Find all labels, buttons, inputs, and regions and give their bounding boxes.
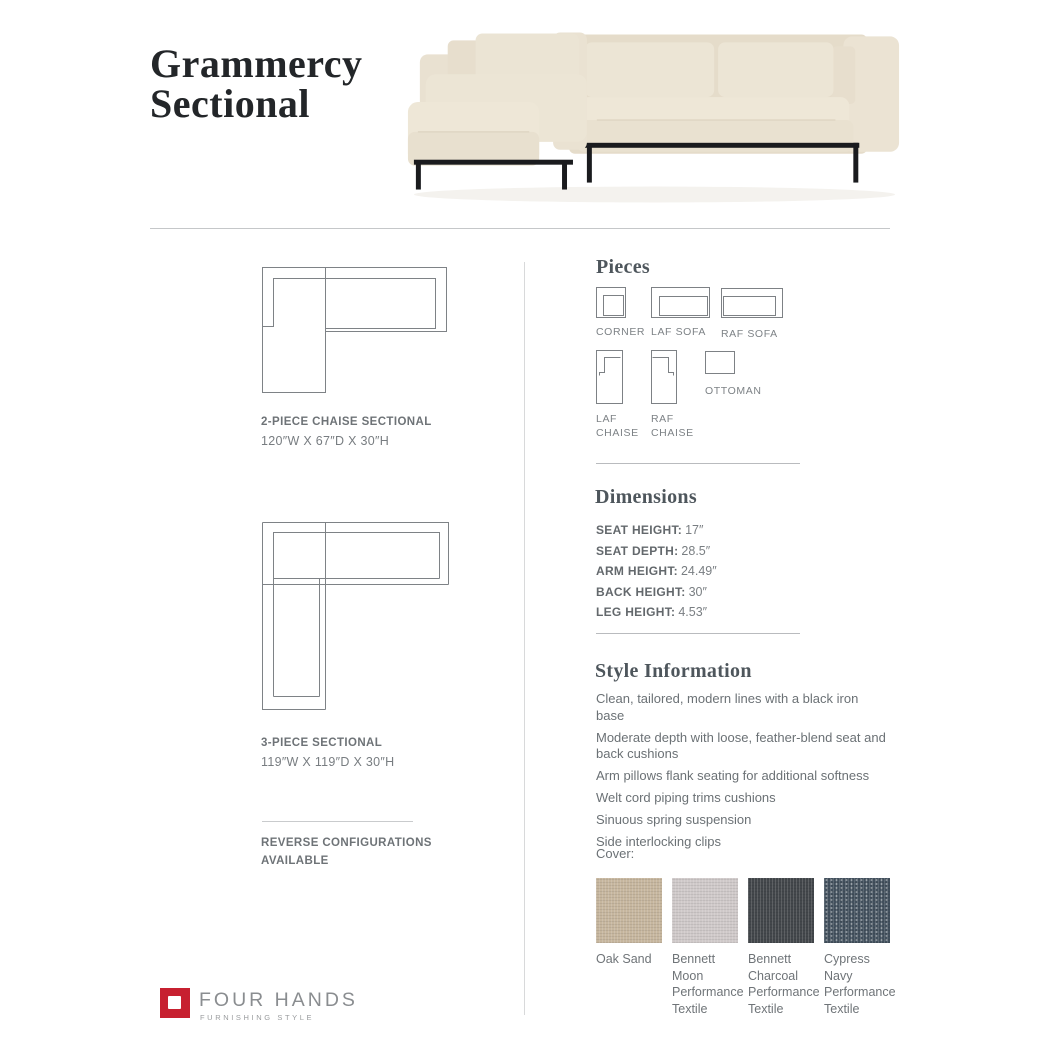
corner-piece-label: CORNER xyxy=(596,326,646,338)
swatch-bennett-moon xyxy=(672,878,738,943)
swatch-cypress-navy xyxy=(824,878,890,943)
dimension-row xyxy=(596,561,717,582)
diagram-3-piece-sectional xyxy=(262,521,449,711)
laf-sofa-piece-icon xyxy=(651,287,710,318)
laf-sofa-piece-label: LAF SOFA xyxy=(651,326,706,338)
swatch-name: Oak Sand xyxy=(596,952,652,966)
page-title-line2: Sectional xyxy=(150,81,311,126)
diagram-2-piece-chaise-sectional xyxy=(262,265,448,394)
swatch-column xyxy=(748,878,824,1017)
dimension-label: SEAT HEIGHT: xyxy=(596,523,683,537)
dimension-label: ARM HEIGHT: xyxy=(596,564,678,578)
page-title xyxy=(150,41,363,126)
reverse-configurations-note xyxy=(261,834,432,870)
swatch-column xyxy=(672,878,748,1017)
swatch-column xyxy=(824,878,900,1017)
style-bullet: Side interlocking clips xyxy=(596,834,722,849)
dimension-value: 4.53″ xyxy=(678,605,708,619)
dimension-label: LEG HEIGHT: xyxy=(596,605,676,619)
dimension-value: 17″ xyxy=(685,523,704,537)
dimensions-list xyxy=(596,520,717,623)
page-title-line1: Grammercy xyxy=(150,41,363,86)
style-information-list xyxy=(596,691,886,856)
configuration-2-name: 3-PIECE SECTIONAL xyxy=(261,737,383,749)
configuration-1-size: 120″W X 67″D X 30″H xyxy=(261,434,390,448)
swatch-name: Bennett Moon Performance Textile xyxy=(672,952,744,1016)
ottoman-piece-icon xyxy=(705,351,735,374)
laf-chaise-piece-icon xyxy=(596,350,623,404)
column-divider xyxy=(524,262,525,1015)
dimension-row xyxy=(596,602,717,623)
style-information-heading: Style Information xyxy=(595,660,752,682)
product-photo xyxy=(398,12,910,208)
raf-sofa-piece-icon xyxy=(721,288,783,318)
reverse-note-line2: AVAILABLE xyxy=(261,855,329,867)
configuration-1-name: 2-PIECE CHAISE SECTIONAL xyxy=(261,416,432,428)
swatch-name: Cypress Navy Performance Textile xyxy=(824,952,896,1016)
header-divider xyxy=(150,228,890,229)
dimension-row xyxy=(596,582,717,603)
brand-tagline: FURNISHING STYLE xyxy=(200,1013,315,1022)
raf-sofa-piece-label: RAF SOFA xyxy=(721,328,778,340)
dimensions-section-divider xyxy=(596,633,800,634)
style-bullet: Moderate depth with loose, feather-blend seat and back cushions xyxy=(596,729,886,761)
style-bullet: Clean, tailored, modern lines with a black iron base xyxy=(596,691,859,723)
reverse-note-line1: REVERSE CONFIGURATIONS xyxy=(261,837,432,849)
dimension-value: 28.5″ xyxy=(681,543,711,558)
style-bullet: Welt cord piping trims cushions xyxy=(596,790,776,805)
dimension-value: 30″ xyxy=(688,584,707,599)
laf-chaise-piece-label: LAF CHAISE xyxy=(596,413,639,439)
dimension-label: SEAT DEPTH: xyxy=(596,543,679,558)
ottoman-piece-label: OTTOMAN xyxy=(705,385,762,397)
reverse-note-divider xyxy=(262,821,413,822)
dimension-label: BACK HEIGHT: xyxy=(596,584,686,599)
dimension-value: 24.49″ xyxy=(680,564,717,578)
swatch-column xyxy=(596,878,672,1017)
brand-wordmark: FOUR HANDS xyxy=(199,989,358,1011)
raf-chaise-piece-label: RAF CHAISE xyxy=(651,413,694,439)
pieces-section-divider xyxy=(596,463,800,464)
cover-swatches xyxy=(596,878,900,1017)
swatch-oak-sand xyxy=(596,878,662,943)
dimension-row xyxy=(596,520,717,541)
configuration-2-size: 119″W X 119″D X 30″H xyxy=(261,755,395,769)
swatch-bennett-charcoal xyxy=(748,878,814,943)
cover-label: Cover: xyxy=(596,846,635,861)
raf-chaise-piece-icon xyxy=(651,350,677,404)
logo-inner-square xyxy=(168,996,181,1009)
pieces-heading: Pieces xyxy=(596,256,650,278)
four-hands-logo-icon xyxy=(160,988,190,1018)
style-bullet: Sinuous spring suspension xyxy=(596,812,752,827)
dimension-row xyxy=(596,541,717,562)
swatch-name: Bennett Charcoal Performance Textile xyxy=(748,952,820,1016)
corner-piece-icon xyxy=(596,287,626,318)
style-bullet: Arm pillows flank seating for additional softness xyxy=(596,768,870,783)
dimensions-heading: Dimensions xyxy=(595,486,697,508)
